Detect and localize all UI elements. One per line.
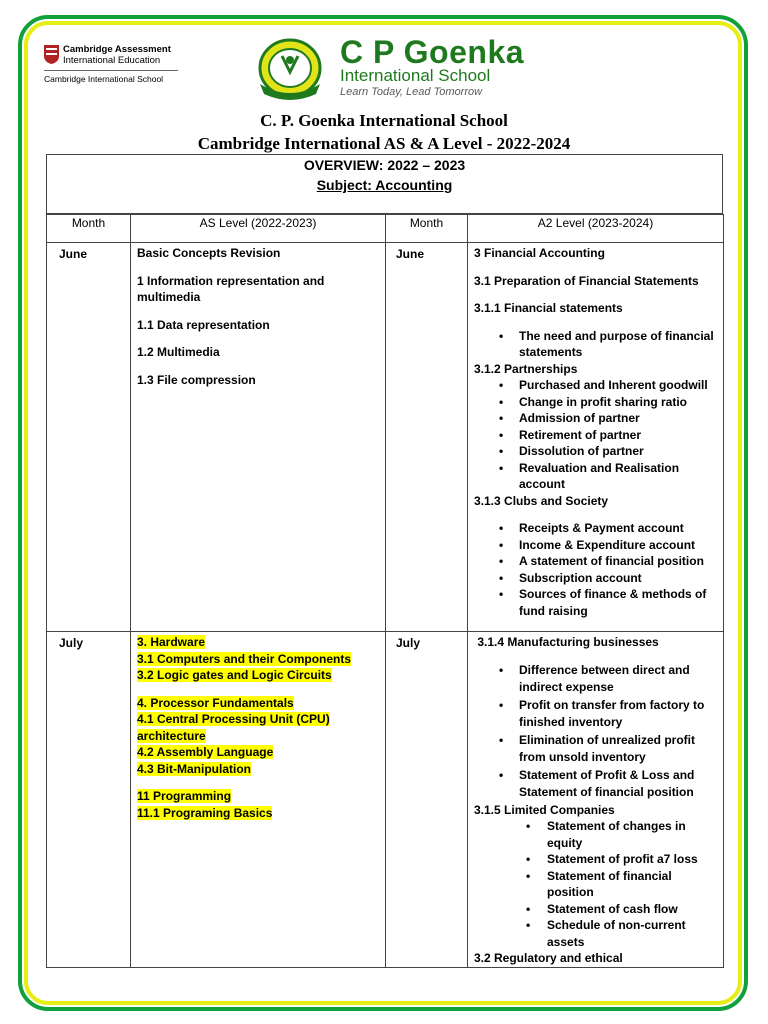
school-name: C P Goenka [340,34,525,70]
table-row [47,632,724,968]
list-item: • The need and purpose of financial statements [474,328,719,361]
as-topic [137,695,381,712]
month-cell: July [386,632,468,968]
list-item: • Statement of Profit & Loss and Statement of financial position [474,767,719,802]
overview-heading: OVERVIEW: 2022 – 2023 [303,157,466,173]
list-item: • Subscription account [474,570,719,587]
a2-heading: 3.1.3 Clubs and Society [474,493,609,508]
month-cell: June [47,243,131,632]
document-title: C. P. Goenka International School [260,111,508,130]
as-topic [137,651,381,668]
as-topic-text: 4.2 Assembly Language [137,745,274,759]
a2-bullet-list [474,818,719,950]
list-item: • Statement of cash flow [474,901,719,918]
cambridge-shield-icon [44,45,59,64]
as-topic-text: 4.1 Central Processing Unit (CPU) architecture [137,712,330,743]
cambridge-line3: Cambridge International School [44,74,164,84]
list-item: • Schedule of non-current assets [474,917,719,950]
list-item: • Profit on transfer from factory to finished inventory [474,697,719,732]
as-topic [137,634,381,651]
as-topic-text: 4.3 Bit-Manipulation [137,761,251,776]
as-topic-text: 3. Hardware [137,635,206,649]
a2-heading: 3.1.5 Limited Companies [474,802,615,817]
as-topic: 1.1 Data representation [137,317,270,332]
list-item: • Income & Expenditure account [474,537,719,554]
list-item: • Statement of changes in equity [474,818,719,851]
as-topic: 1.2 Multimedia [137,345,220,359]
as-topic [137,667,381,684]
as-topic-text: 4. Processor Fundamentals [137,695,294,710]
as-topic: Basic Concepts Revision [137,246,281,260]
a2-content-cell [468,243,724,632]
cambridge-line2: International Education [63,55,161,66]
as-topic-text: 11.1 Programing Basics [137,805,273,820]
a2-heading: 3.1.2 Partnerships [474,361,578,376]
a2-bullet-list [474,662,719,802]
list-item: • Receipts & Payment account [474,520,719,537]
as-topic [137,711,381,744]
as-topic: 1 Information representation and multimedia [137,273,325,304]
a2-heading: 3.1.4 Manufacturing businesses [474,635,659,649]
list-item: • Difference between direct and indirect expense [474,662,719,697]
as-content-cell [131,243,386,632]
list-item: • Revaluation and Realisation account [474,460,719,493]
school-subtitle: International School [340,66,491,85]
a2-heading: 3 Financial Accounting [474,246,605,260]
cambridge-divider [44,70,178,71]
school-emblem-icon [254,38,326,102]
a2-heading: 3.1 Preparation of Financial Statements [474,273,699,288]
as-topic [137,744,381,761]
school-tagline: Learn Today, Lead Tomorrow [340,86,483,98]
header-as-level: AS Level (2022-2023) [131,215,386,243]
as-topic [137,805,381,822]
list-item: • Sources of finance & methods of fund raising [474,586,719,619]
school-logo [248,34,532,104]
a2-bullet-list [474,520,719,619]
month-cell: June [386,243,468,632]
list-item: • Change in profit sharing ratio [474,394,719,411]
list-item: • Statement of profit a7 loss [474,851,719,868]
header-month-as: Month [47,215,131,243]
overview-subject: Subject: Accounting [316,177,453,193]
list-item: • Statement of financial position [474,868,719,901]
as-topic [137,761,381,778]
overview-box [46,154,723,214]
as-topic-text: 3.2 Logic gates and Logic Circuits [137,668,332,682]
month-cell: July [47,632,131,968]
as-topic [137,788,381,805]
as-topic: 1.3 File compression [137,372,256,387]
schedule-table [46,214,724,968]
a2-bullet-list [474,377,719,493]
as-content-cell [131,632,386,968]
as-topic-text: 3.1 Computers and their Components [137,651,352,666]
list-item: • Elimination of unrealized profit from unsold inventory [474,732,719,767]
cambridge-logo [44,44,194,90]
table-header-row [47,215,724,243]
list-item: • Admission of partner [474,410,719,427]
a2-bullet-list [474,328,719,361]
header-month-a2: Month [386,215,468,243]
list-item: • Purchased and Inherent goodwill [474,377,719,394]
list-item: • A statement of financial position [474,553,719,570]
list-item: • Retirement of partner [474,427,719,444]
table-row [47,243,724,632]
as-topic-text: 11 Programming [137,789,232,803]
list-item: • Dissolution of partner [474,443,719,460]
header-a2-level: A2 Level (2023-2024) [468,215,724,243]
a2-heading: 3.2 Regulatory and ethical [474,951,623,965]
document-subtitle: Cambridge International AS & A Level - 2022-2024 [197,134,571,153]
a2-content-cell [468,632,724,968]
a2-heading: 3.1.1 Financial statements [474,301,623,315]
cambridge-line1: Cambridge Assessment [63,44,171,55]
